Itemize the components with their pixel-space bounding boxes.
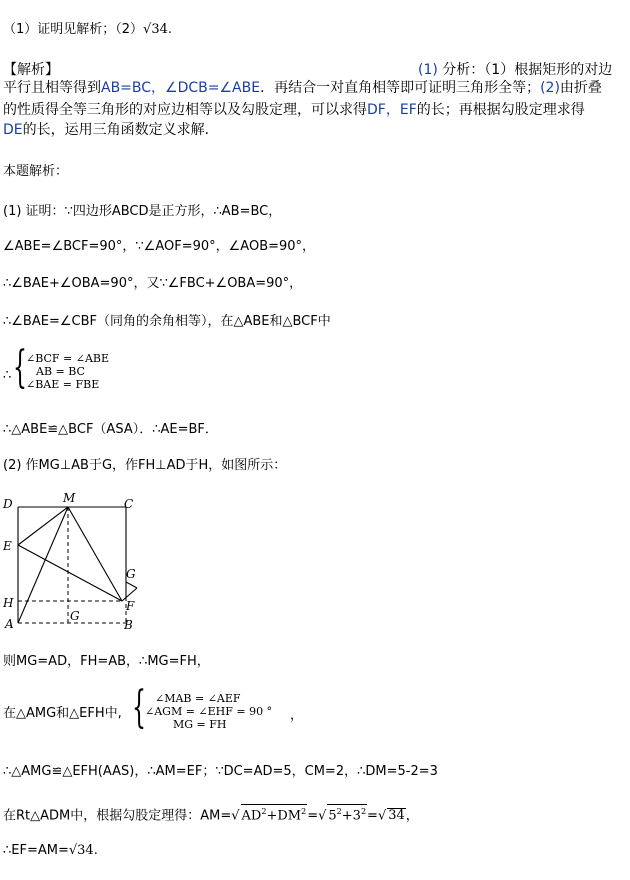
label-f: F (126, 599, 135, 613)
segment-em (18, 507, 68, 545)
answer-sqrt-value: 34 (151, 22, 168, 37)
analysis-tag: 【解析】 (3, 62, 59, 78)
analysis-text-1: 分析：（1）根据矩形的对边 (442, 62, 613, 78)
solution-step-5: ∴△ABE≌△BCF（ASA）．∴AE=BF． (3, 422, 218, 437)
analysis-eq-ab-bc: AB=BC， (101, 80, 166, 96)
label-d: D (3, 497, 13, 511)
equals-1: = (307, 808, 319, 824)
sqrt-sign: √ (318, 808, 327, 824)
label-b: B (124, 618, 133, 632)
label-c: C (124, 497, 134, 511)
label-a: A (5, 617, 14, 631)
analysis-num-2: (2) (540, 80, 560, 96)
analysis-text-4b: 的长，运用三角函数定义求解． (22, 122, 219, 138)
system-2-row: ∠AGM = ∠EHF = 90 ° (145, 705, 273, 718)
step-10-text: 在Rt△ADM中，根据勾股定理得：AM= (3, 808, 232, 824)
solution-step-8b: ， (290, 708, 304, 723)
solution-step-2: ∠ABE=∠BCF=90°，∵∠AOF=90°，∠AOB=90°， (3, 239, 316, 254)
segment-gc (126, 582, 137, 588)
solution-title: 本题解析： (3, 164, 69, 179)
three-term: +3 (341, 808, 361, 824)
system-1-row: ∠BCF = ∠ABE (26, 352, 110, 365)
five-term: 5 (328, 808, 337, 824)
system-1-row: ∠BAE = FBE (26, 378, 100, 391)
sqrt-sign: √ (143, 22, 152, 37)
analysis-eq-angle: ∠DCB=∠ABE (165, 80, 261, 96)
solution-step-10 (3, 804, 419, 824)
sqrt-sign: √ (68, 843, 78, 858)
label-g-right: G (126, 567, 136, 581)
label-m: M (63, 491, 76, 505)
analysis-num-1: (1) (418, 62, 438, 78)
analysis-text-3a: 的性质得全等三角形的对应边相等以及勾股定理，可以求得 (3, 102, 367, 118)
sqrt-sign: √ (377, 808, 387, 824)
system-2-brace: { (132, 682, 146, 733)
solution-step-8a: 在△AMG和△EFH中, (3, 706, 122, 721)
step-11-text: ∴EF=AM= (3, 843, 69, 858)
system-1-row: AB = BC (36, 365, 85, 378)
label-e: E (3, 539, 12, 553)
analysis-ef: EF (399, 102, 417, 118)
answer-end: . (167, 22, 173, 37)
solution-step-4: ∴∠BAE=∠CBF（同角的余角相等），在△ABE和△BCF中 (3, 314, 331, 329)
dm-term: +DM (266, 808, 302, 824)
analysis-df: DF， (367, 102, 400, 118)
system-1-brace: { (13, 342, 27, 393)
analysis-text-3b: 的长；再根据勾股定理求得 (416, 102, 585, 118)
sqrt-34: 34 (388, 808, 405, 824)
solution-step-3: ∴∠BAE+∠OBA=90°，又∵∠FBC+∠OBA=90°， (3, 276, 303, 291)
solution-step-7: 则MG=AD，FH=AB，∴MG=FH， (3, 654, 210, 669)
sqrt-sign: √ (231, 808, 240, 824)
sqrt-ad-dm: $AD^2+DM^2$ (241, 804, 308, 822)
label-h: H (3, 596, 14, 610)
analysis-de: DE (3, 122, 23, 138)
system-2 (145, 692, 272, 731)
segment-ma (18, 507, 68, 623)
final-sqrt-34: 34 (77, 843, 94, 858)
sqrt-5-3: $5^2+3^2$ (327, 804, 367, 822)
analysis-text-2c: 由折叠 (559, 80, 602, 96)
solution-step-1: (1) 证明：∵四边形ABCD是正方形，∴AB=BC， (3, 204, 282, 219)
analysis-text-2b: ．再结合一对直角相等即可证明三角形全等； (260, 80, 541, 96)
solution-step-6: (2) 作MG⊥AB于G，作FH⊥AD于H，如图所示： (3, 458, 287, 473)
solution-step-9: ∴△AMG≌△EFH(AAS)，∴AM=EF；∵DC=AD=5，CM=2，∴DM=5-2=3 (3, 764, 438, 779)
system-2-row: MG = FH (173, 718, 227, 731)
analysis-text-2a: 平行且相等得到 (3, 80, 101, 96)
step-10-end: ， (405, 808, 419, 824)
equals-2: = (367, 808, 378, 824)
ad-term: AD (241, 808, 262, 824)
system-2-row: ∠MAB = ∠AEF (155, 692, 241, 705)
system-1-lead: ∴ (3, 368, 12, 383)
solution-step-11 (3, 843, 98, 859)
step-11-end: . (93, 843, 98, 858)
answer-text: （1）证明见解析；（2） (3, 22, 144, 37)
label-g-bottom: G (70, 609, 80, 623)
